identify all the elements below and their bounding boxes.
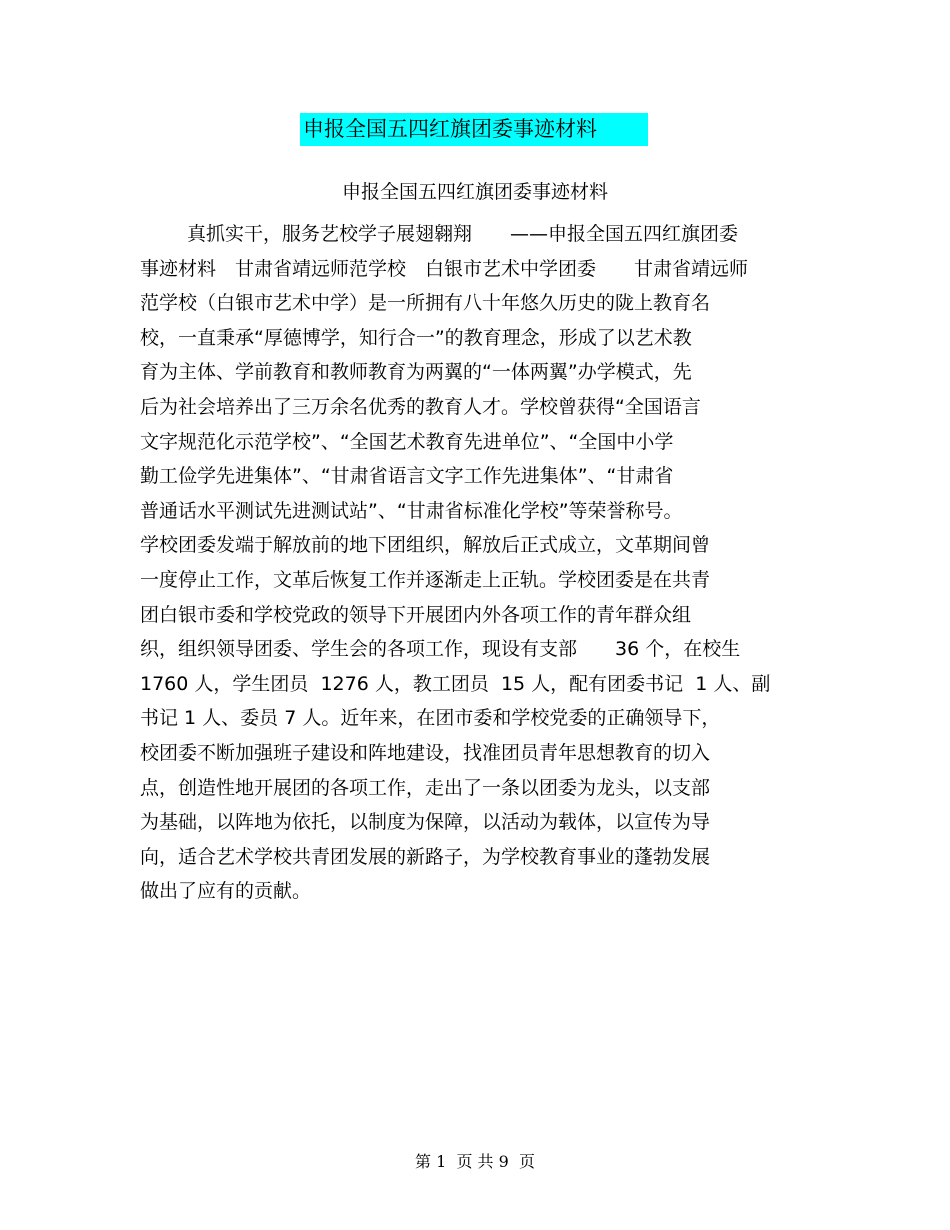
page-number-footer: 第 1 页 共 9 页 — [415, 1152, 535, 1171]
body-line: 勤工俭学先进集体”、“甘肃省语言文字工作先进集体”、“甘肃省 — [140, 465, 674, 488]
body-line: 育为主体、学前教育和教师教育为两翼的“一体两翼”办学模式，先 — [140, 361, 692, 384]
body-line: 一度停止工作，文革后恢复工作并逐渐走上正轨。学校团委是在共青 — [140, 568, 711, 591]
body-line: 事迹材料 甘肃省靖远师范学校 白银市艺术中学团委 甘肃省靖远师 — [140, 257, 749, 280]
body-line: 范学校（白银市艺术中学）是一所拥有八十年悠久历史的陇上教育名 — [140, 292, 711, 315]
body-line: 织，组织领导团委、学生会的各项工作，现设有支部 36 个，在校生 — [140, 638, 741, 661]
body-line: 文字规范化示范学校”、“全国艺术教育先进单位”、“全国中小学 — [140, 430, 674, 453]
body-line: 1760 人，学生团员 1276 人，教工团员 15 人，配有团委书记 1 人、副 — [140, 672, 771, 695]
body-line: 向，适合艺术学校共青团发展的新路子，为学校教育事业的蓬勃发展 — [140, 845, 711, 868]
body-text — [140, 217, 820, 909]
body-line: 为基础，以阵地为依托，以制度为保障，以活动为载体，以宣传为导 — [140, 811, 711, 834]
body-line: 校团委不断加强班子建设和阵地建设，找准团员青年思想教育的切入 — [140, 741, 711, 764]
body-line: 学校团委发端于解放前的地下团组织，解放后正式成立，文革期间曾 — [140, 534, 711, 557]
body-line: 真抓实干，服务艺校学子展翅翱翔 ——申报全国五四红旗团委 — [187, 223, 739, 245]
body-line: 校，一直秉承“厚德博学，知行合一”的教育理念，形成了以艺术教 — [140, 326, 692, 349]
body-line: 普通话水平测试先进测试站”、“甘肃省标准化学校”等荣誉称号。 — [140, 499, 683, 522]
body-line: 书记 1 人、委员 7 人。近年来，在团市委和学校党委的正确领导下， — [140, 707, 721, 730]
body-line: 后为社会培养出了三万余名优秀的教育人才。学校曾获得“全国语言 — [140, 395, 701, 418]
highlighted-title: 申报全国五四红旗团委事迹材料 — [300, 113, 648, 146]
body-line: 做出了应有的贡献。 — [140, 880, 312, 903]
subtitle: 申报全国五四红旗团委事迹材料 — [341, 181, 608, 203]
body-line: 点，创造性地开展团的各项工作，走出了一条以团委为龙头，以支部 — [140, 776, 711, 799]
body-line: 团白银市委和学校党政的领导下开展团内外各项工作的青年群众组 — [140, 603, 692, 626]
